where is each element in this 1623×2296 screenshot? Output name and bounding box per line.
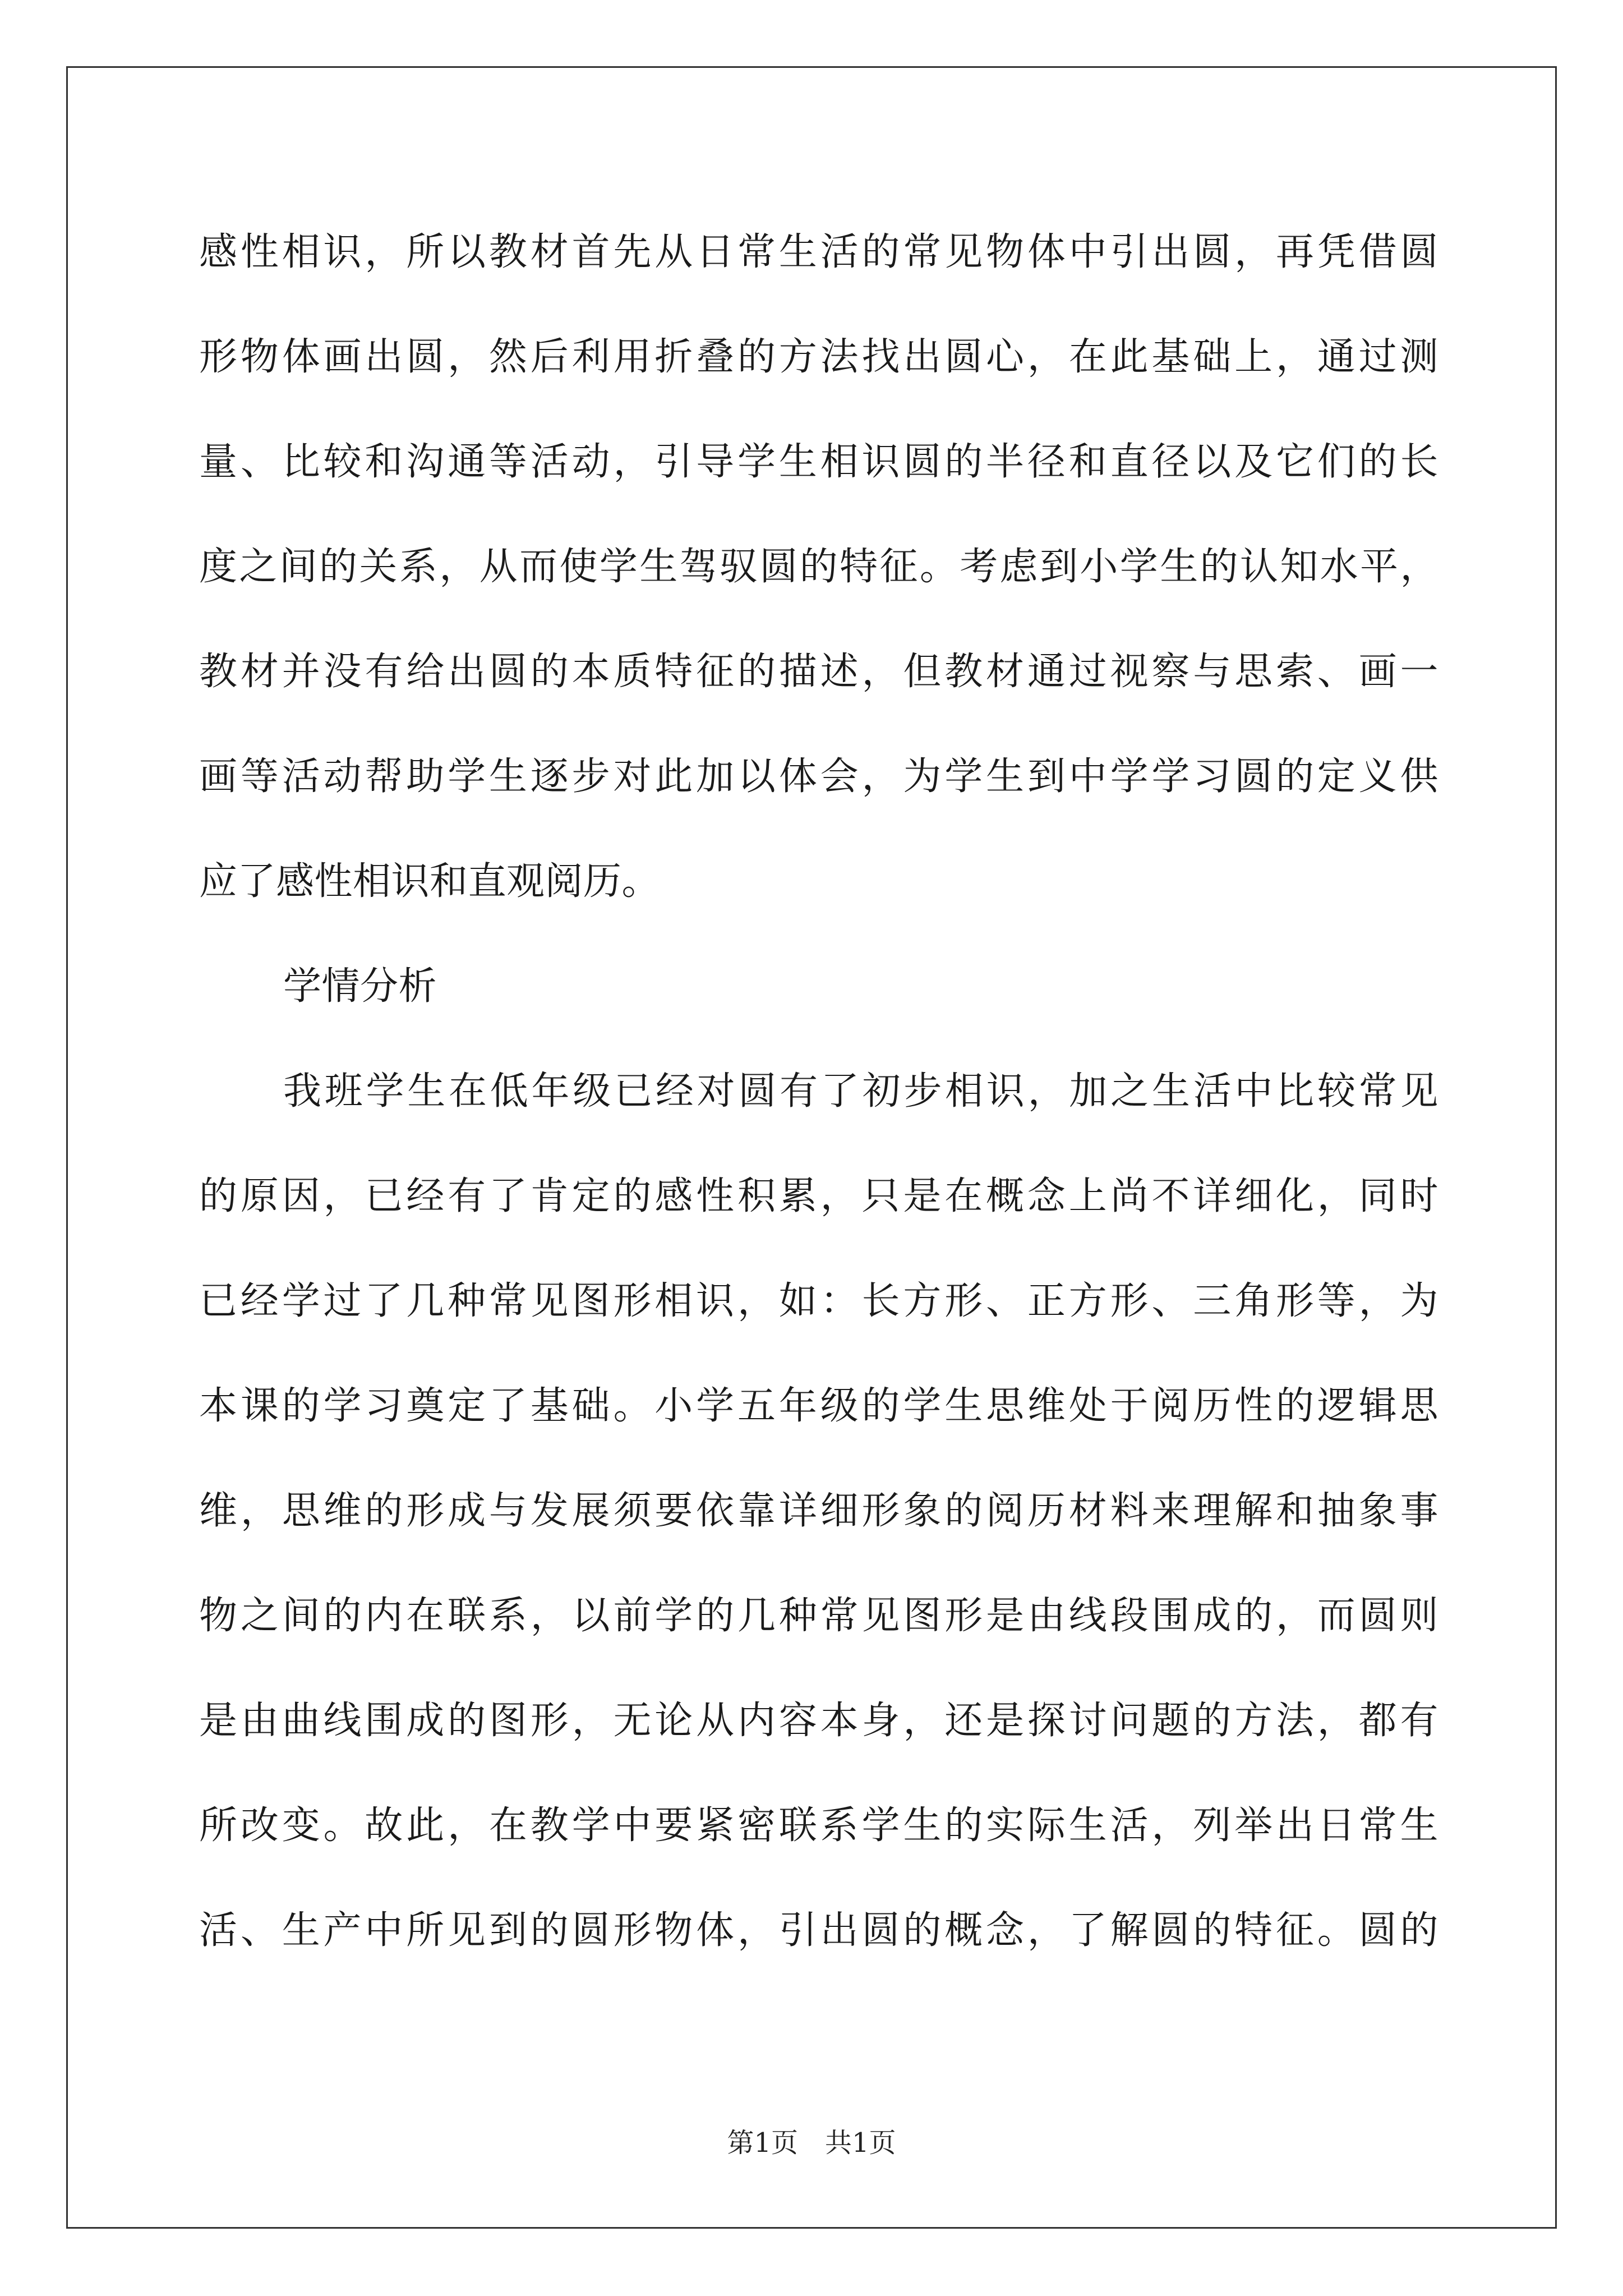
text-line: 感性相识，所以教材首先从日常生活的常见物体中引出圆，再凭借圆 — [199, 230, 1438, 274]
text-line: 所改变。故此，在教学中要紧密联系学生的实际生活，列举出日常生 — [199, 1803, 1438, 1848]
section-heading: 学情分析 — [283, 964, 437, 1009]
text-line: 是由曲线围成的图形，无论从内容本身，还是探讨问题的方法，都有 — [199, 1699, 1438, 1743]
text-line: 的原因，已经有了肯定的感性积累，只是在概念上尚不详细化，同时 — [199, 1174, 1438, 1218]
text-line: 本课的学习奠定了基础。小学五年级的学生思维处于阅历性的逻辑思 — [199, 1384, 1438, 1428]
text-line: 活、生产中所见到的圆形物体，引出圆的概念，了解圆的特征。圆的 — [199, 1908, 1438, 1953]
text-line: 维，思维的形成与发展须要依靠详细形象的阅历材料来理解和抽象事 — [199, 1489, 1438, 1533]
text-line: 度之间的关系，从而使学生驾驭圆的特征。考虑到小学生的认知水平， — [199, 545, 1438, 589]
text-line: 已经学过了几种常见图形相识，如：长方形、正方形、三角形等，为 — [199, 1279, 1438, 1323]
text-line: 量、比较和沟通等活动，引导学生相识圆的半径和直径以及它们的长 — [199, 440, 1438, 484]
text-line: 物之间的内在联系，以前学的几种常见图形是由线段围成的，而圆则 — [199, 1594, 1438, 1638]
text-line: 应了感性相识和直观阅历。 — [199, 859, 661, 904]
text-line: 画等活动帮助学生逐步对此加以体会，为学生到中学学习圆的定义供 — [199, 754, 1438, 799]
text-line: 我班学生在低年级已经对圆有了初步相识，加之生活中比较常见 — [283, 1069, 1438, 1114]
text-line: 教材并没有给出圆的本质特征的描述，但教材通过视察与思索、画一 — [199, 650, 1438, 694]
page-number-footer: 第1页 共1页 — [727, 2127, 896, 2159]
text-line: 形物体画出圆，然后利用折叠的方法找出圆心，在此基础上，通过测 — [199, 335, 1438, 379]
